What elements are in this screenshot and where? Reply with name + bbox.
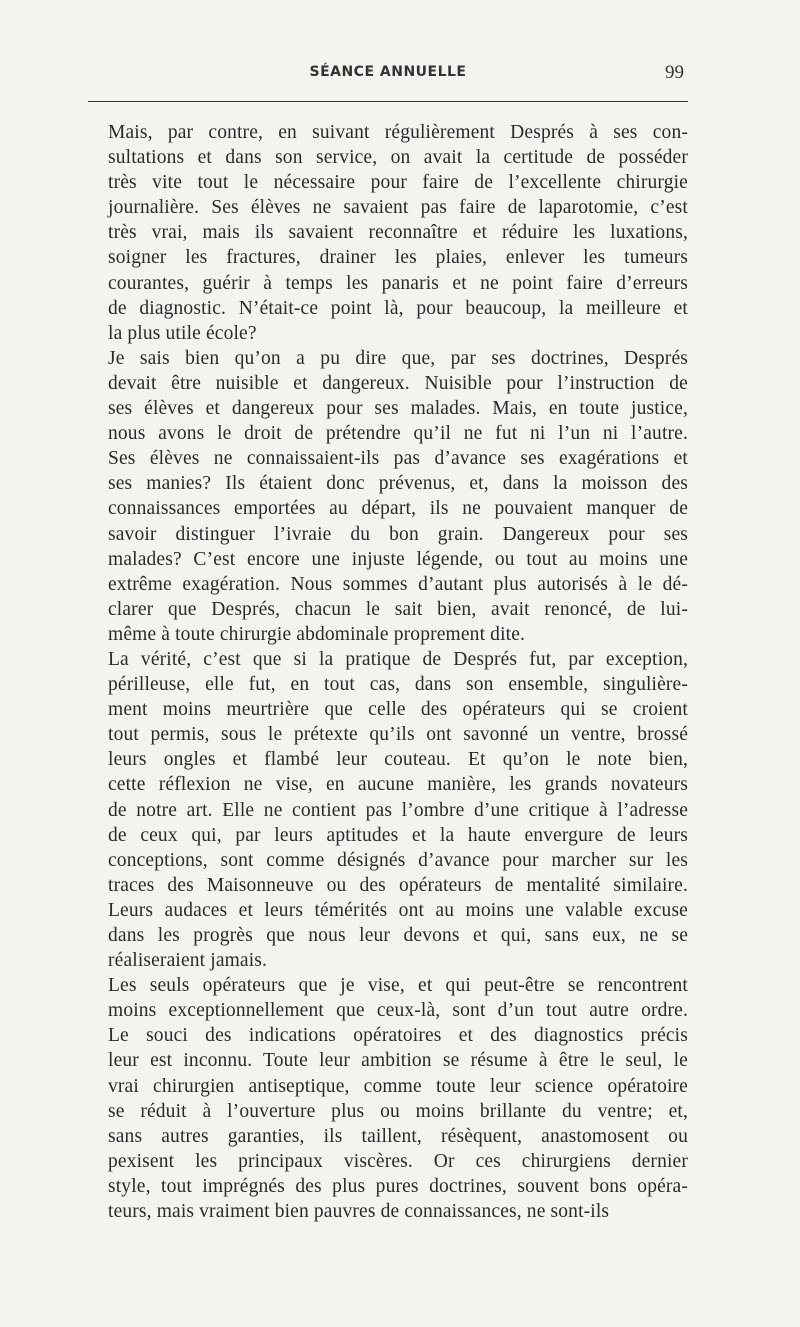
text-line: dans les progrès que nous leur devons et qui, sans eux, ne se: [108, 925, 688, 946]
text-line: journalière. Ses élèves ne savaient pas faire de laparotomie, c’est: [108, 197, 688, 219]
text-line: vrai chirurgien antiseptique, comme toute leur science opératoire: [108, 1075, 688, 1097]
text-line: clarer que Després, chacun le sait bien, avait renoncé, de lui-: [108, 598, 688, 620]
text-line: Ses élèves ne connaissaient-ils pas d’avance ses exagérations et: [108, 448, 688, 470]
text-line: très vite tout le nécessaire pour faire de l’excellente chirurgie: [108, 172, 688, 194]
paragraph: [88, 120, 688, 346]
text-line: soigner les fractures, drainer les plaies, enlever les tumeurs: [108, 247, 688, 269]
text-line: leur est inconnu. Toute leur ambition se résume à être le seul, le: [108, 1050, 688, 1072]
paragraph: [88, 973, 688, 1224]
text-line: sultations et dans son service, on avait la certitude de posséder: [108, 147, 688, 169]
text-line: conceptions, sont comme désignés d’avance pour marcher sur les: [108, 849, 688, 871]
running-title: SÉANCE ANNUELLE: [309, 64, 467, 80]
text-line: Je sais bien qu’on a pu dire que, par ses doctrines, Després: [108, 347, 688, 369]
text-line: la plus utile école?: [108, 322, 257, 344]
text-line: nous avons le droit de prétendre qu’il ne fut ni l’un ni l’autre.: [108, 423, 688, 445]
body-text: [88, 120, 688, 1224]
text-line: Leurs audaces et leurs témérités ont au moins une valable excuse: [108, 899, 688, 921]
text-line: moins exceptionnellement que ceux-là, sont d’un tout autre ordre.: [108, 1000, 688, 1022]
text-line: même à toute chirurgie abdominale proprement dite.: [108, 623, 526, 645]
text-line: Le souci des indications opératoires et des diagnostics précis: [108, 1025, 688, 1047]
text-line: devait être nuisible et dangereux. Nuisible pour l’instruction de: [108, 372, 688, 394]
text-line: pexisent les principaux viscères. Or ces chirurgiens dernier: [108, 1150, 688, 1172]
text-line: extrême exagération. Nous sommes d’autant plus autorisés à le dé-: [108, 573, 688, 595]
text-line: savoir distinguer l’ivraie du bon grain. Dangereux pour ses: [108, 523, 688, 545]
text-line: de diagnostic. N’était-ce point là, pour beaucoup, la meilleure et: [108, 297, 688, 319]
text-line: style, tout imprégnés des plus pures doctrines, souvent bons opéra-: [108, 1175, 688, 1197]
page-number: 99: [665, 62, 684, 83]
text-line: malades? C’est encore une injuste légende, ou tout au moins une: [108, 548, 688, 570]
header-rule: [88, 101, 688, 102]
text-line: de notre art. Elle ne contient pas l’ombre d’une critique à l’adresse: [108, 799, 688, 821]
text-line: La vérité, c’est que si la pratique de Després fut, par exception,: [108, 648, 688, 670]
text-line: ses manies? Ils étaient donc prévenus, et, dans la moisson des: [108, 473, 688, 495]
text-line: ses élèves et dangereux pour ses malades. Mais, en toute justice,: [108, 398, 688, 420]
page-header: [88, 64, 688, 88]
text-line: connaissances emportées au départ, ils ne pouvaient manquer de: [108, 498, 688, 520]
text-line: de ceux qui, par leurs aptitudes et la haute envergure de leurs: [108, 824, 688, 846]
text-line: réaliseraient jamais.: [108, 950, 268, 972]
text-line: se réduit à l’ouverture plus ou moins brillante du ventre; et,: [108, 1100, 688, 1122]
text-line: très vrai, mais ils savaient reconnaître et réduire les luxations,: [108, 222, 688, 244]
text-line: leurs ongles et flambé leur couteau. Et qu’on le note bien,: [108, 749, 688, 771]
text-line: Mais, par contre, en suivant régulièrement Després à ses con-: [108, 122, 688, 143]
text-line: cette réflexion ne vise, en aucune manière, les grands novateurs: [108, 774, 688, 796]
text-line: ment moins meurtrière que celle des opérateurs qui se croient: [108, 699, 688, 721]
text-line: tout permis, sous le prétexte qu’ils ont savonné un ventre, brossé: [108, 724, 688, 746]
text-line: Les seuls opérateurs que je vise, et qui peut-être se rencontrent: [108, 975, 688, 997]
paragraph: [88, 647, 688, 973]
text-line: traces des Maisonneuve ou des opérateurs de mentalité similaire.: [108, 874, 688, 896]
text-line: courantes, guérir à temps les panaris et ne point faire d’erreurs: [108, 272, 688, 294]
paragraph: [88, 346, 688, 647]
text-line: périlleuse, elle fut, en tout cas, dans son ensemble, singulière-: [108, 674, 688, 696]
text-line: teurs, mais vraiment bien pauvres de connaissances, ne sont-ils: [108, 1201, 610, 1223]
text-line: sans autres garanties, ils taillent, résèquent, anastomosent ou: [108, 1125, 688, 1147]
